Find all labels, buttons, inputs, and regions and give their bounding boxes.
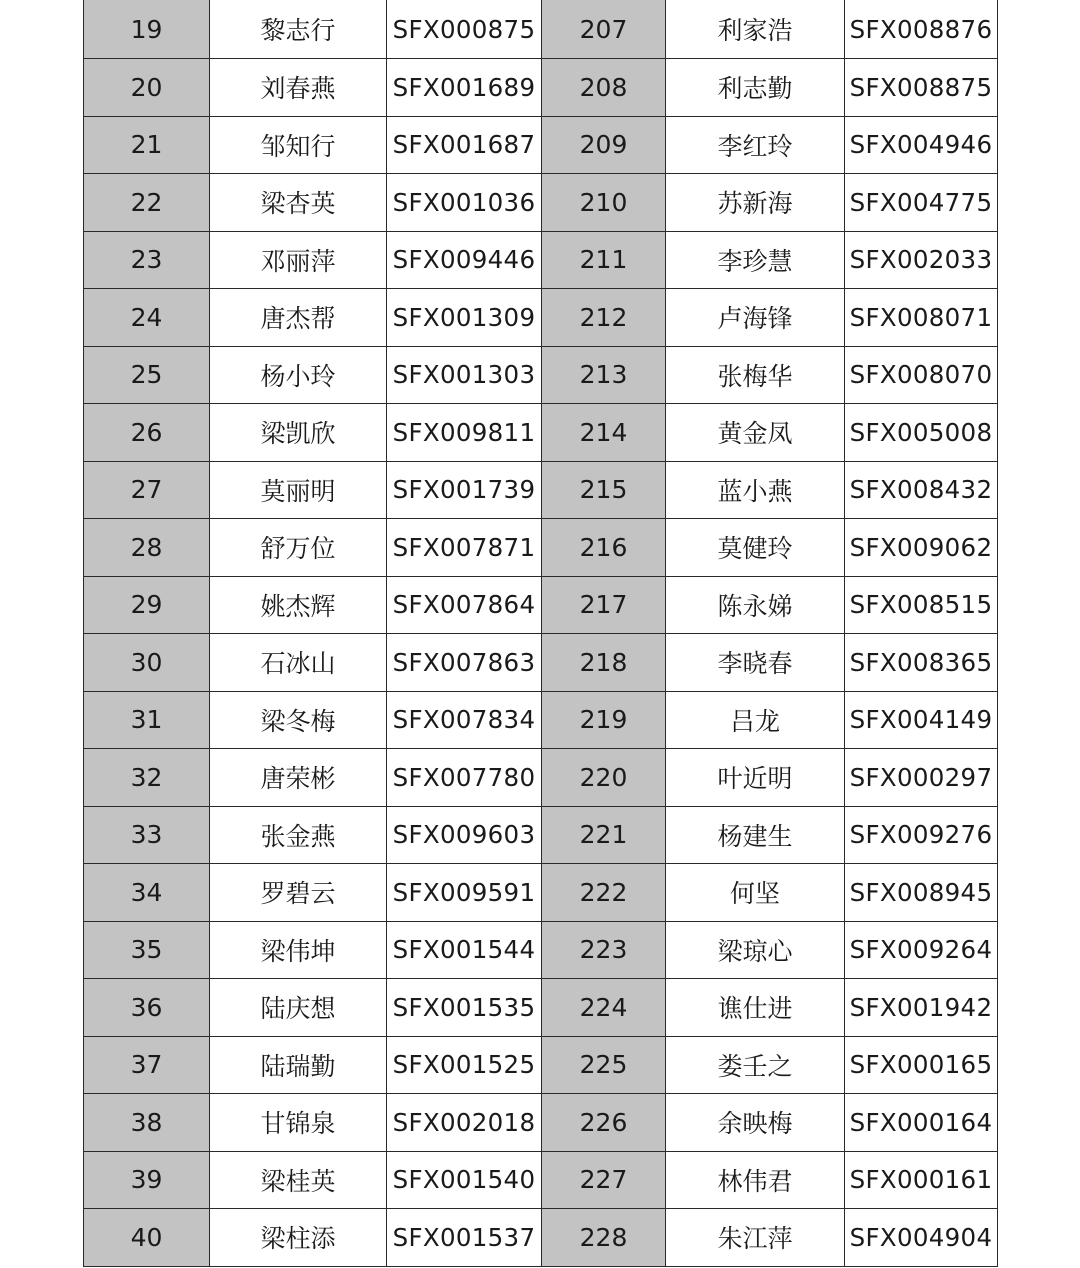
left-name-cell: 杨小玲 [210, 346, 387, 404]
right-name-cell: 蓝小燕 [666, 461, 845, 519]
left-number-cell: 28 [84, 519, 210, 577]
left-number-cell: 35 [84, 921, 210, 979]
right-id-cell: SFX008365 [845, 634, 998, 692]
left-id-cell: SFX001309 [387, 289, 542, 347]
roster-table-container [83, 0, 997, 1267]
left-name-cell: 莫丽明 [210, 461, 387, 519]
table-row [84, 461, 998, 519]
right-id-cell: SFX000297 [845, 749, 998, 807]
right-name-cell: 苏新海 [666, 174, 845, 232]
left-number-cell: 29 [84, 576, 210, 634]
right-name-cell: 利志勤 [666, 59, 845, 117]
left-name-cell: 邓丽萍 [210, 231, 387, 289]
right-name-cell: 余映梅 [666, 1094, 845, 1152]
table-row [84, 864, 998, 922]
right-name-cell: 梁琼心 [666, 921, 845, 979]
right-name-cell: 吕龙 [666, 691, 845, 749]
left-name-cell: 甘锦泉 [210, 1094, 387, 1152]
right-number-cell: 226 [542, 1094, 666, 1152]
left-number-cell: 36 [84, 979, 210, 1037]
left-name-cell: 梁伟坤 [210, 921, 387, 979]
table-row [84, 174, 998, 232]
left-number-cell: 38 [84, 1094, 210, 1152]
right-id-cell: SFX008515 [845, 576, 998, 634]
left-number-cell: 31 [84, 691, 210, 749]
table-row [84, 404, 998, 462]
right-id-cell: SFX008875 [845, 59, 998, 117]
right-name-cell: 朱江萍 [666, 1209, 845, 1267]
left-name-cell: 舒万位 [210, 519, 387, 577]
right-id-cell: SFX005008 [845, 404, 998, 462]
right-name-cell: 黄金凤 [666, 404, 845, 462]
right-id-cell: SFX004946 [845, 116, 998, 174]
left-number-cell: 19 [84, 0, 210, 59]
left-id-cell: SFX007834 [387, 691, 542, 749]
left-number-cell: 27 [84, 461, 210, 519]
table-row [84, 806, 998, 864]
right-number-cell: 217 [542, 576, 666, 634]
table-row [84, 979, 998, 1037]
right-id-cell: SFX000165 [845, 1036, 998, 1094]
left-id-cell: SFX001739 [387, 461, 542, 519]
left-number-cell: 39 [84, 1151, 210, 1209]
right-number-cell: 224 [542, 979, 666, 1037]
right-number-cell: 211 [542, 231, 666, 289]
right-name-cell: 利家浩 [666, 0, 845, 59]
right-number-cell: 210 [542, 174, 666, 232]
table-row [84, 576, 998, 634]
right-id-cell: SFX009264 [845, 921, 998, 979]
left-id-cell: SFX001303 [387, 346, 542, 404]
roster-table [83, 0, 998, 1267]
left-name-cell: 唐杰帮 [210, 289, 387, 347]
table-row [84, 116, 998, 174]
left-number-cell: 22 [84, 174, 210, 232]
left-id-cell: SFX001544 [387, 921, 542, 979]
right-id-cell: SFX001942 [845, 979, 998, 1037]
left-number-cell: 34 [84, 864, 210, 922]
right-number-cell: 228 [542, 1209, 666, 1267]
left-id-cell: SFX007780 [387, 749, 542, 807]
left-number-cell: 30 [84, 634, 210, 692]
right-id-cell: SFX004775 [845, 174, 998, 232]
right-id-cell: SFX008070 [845, 346, 998, 404]
right-number-cell: 207 [542, 0, 666, 59]
left-name-cell: 梁凯欣 [210, 404, 387, 462]
left-name-cell: 梁柱添 [210, 1209, 387, 1267]
left-name-cell: 张金燕 [210, 806, 387, 864]
left-id-cell: SFX001535 [387, 979, 542, 1037]
left-id-cell: SFX001689 [387, 59, 542, 117]
right-id-cell: SFX002033 [845, 231, 998, 289]
left-name-cell: 陆庆想 [210, 979, 387, 1037]
left-id-cell: SFX009811 [387, 404, 542, 462]
left-name-cell: 刘春燕 [210, 59, 387, 117]
right-name-cell: 娄壬之 [666, 1036, 845, 1094]
left-name-cell: 罗碧云 [210, 864, 387, 922]
left-name-cell: 陆瑞勤 [210, 1036, 387, 1094]
left-name-cell: 黎志行 [210, 0, 387, 59]
left-number-cell: 24 [84, 289, 210, 347]
left-id-cell: SFX002018 [387, 1094, 542, 1152]
left-id-cell: SFX007871 [387, 519, 542, 577]
left-name-cell: 唐荣彬 [210, 749, 387, 807]
left-id-cell: SFX001525 [387, 1036, 542, 1094]
left-number-cell: 33 [84, 806, 210, 864]
right-id-cell: SFX009062 [845, 519, 998, 577]
left-name-cell: 梁桂英 [210, 1151, 387, 1209]
left-number-cell: 40 [84, 1209, 210, 1267]
right-name-cell: 李晓春 [666, 634, 845, 692]
left-name-cell: 石冰山 [210, 634, 387, 692]
right-id-cell: SFX008432 [845, 461, 998, 519]
table-row [84, 519, 998, 577]
right-number-cell: 227 [542, 1151, 666, 1209]
left-id-cell: SFX007864 [387, 576, 542, 634]
right-name-cell: 何坚 [666, 864, 845, 922]
table-row [84, 691, 998, 749]
left-number-cell: 21 [84, 116, 210, 174]
left-number-cell: 20 [84, 59, 210, 117]
left-id-cell: SFX001540 [387, 1151, 542, 1209]
table-row [84, 346, 998, 404]
right-number-cell: 208 [542, 59, 666, 117]
table-row [84, 59, 998, 117]
left-number-cell: 32 [84, 749, 210, 807]
right-name-cell: 林伟君 [666, 1151, 845, 1209]
right-number-cell: 219 [542, 691, 666, 749]
right-number-cell: 215 [542, 461, 666, 519]
right-number-cell: 216 [542, 519, 666, 577]
table-row [84, 0, 998, 59]
right-id-cell: SFX009276 [845, 806, 998, 864]
table-row [84, 1036, 998, 1094]
right-number-cell: 212 [542, 289, 666, 347]
left-number-cell: 25 [84, 346, 210, 404]
left-id-cell: SFX001036 [387, 174, 542, 232]
left-name-cell: 姚杰辉 [210, 576, 387, 634]
right-name-cell: 张梅华 [666, 346, 845, 404]
table-row [84, 1094, 998, 1152]
right-id-cell: SFX004904 [845, 1209, 998, 1267]
right-number-cell: 213 [542, 346, 666, 404]
right-number-cell: 221 [542, 806, 666, 864]
table-row [84, 634, 998, 692]
left-id-cell: SFX000875 [387, 0, 542, 59]
table-row [84, 921, 998, 979]
right-id-cell: SFX000161 [845, 1151, 998, 1209]
right-name-cell: 杨建生 [666, 806, 845, 864]
table-row [84, 231, 998, 289]
right-name-cell: 谯仕进 [666, 979, 845, 1037]
right-number-cell: 218 [542, 634, 666, 692]
left-name-cell: 梁冬梅 [210, 691, 387, 749]
right-name-cell: 莫健玲 [666, 519, 845, 577]
right-number-cell: 214 [542, 404, 666, 462]
left-number-cell: 26 [84, 404, 210, 462]
right-id-cell: SFX008876 [845, 0, 998, 59]
right-name-cell: 陈永娣 [666, 576, 845, 634]
left-id-cell: SFX001687 [387, 116, 542, 174]
right-name-cell: 李红玲 [666, 116, 845, 174]
right-id-cell: SFX000164 [845, 1094, 998, 1152]
right-name-cell: 卢海锋 [666, 289, 845, 347]
right-number-cell: 223 [542, 921, 666, 979]
right-id-cell: SFX008945 [845, 864, 998, 922]
left-name-cell: 梁杏英 [210, 174, 387, 232]
right-id-cell: SFX004149 [845, 691, 998, 749]
right-number-cell: 209 [542, 116, 666, 174]
right-number-cell: 225 [542, 1036, 666, 1094]
left-id-cell: SFX007863 [387, 634, 542, 692]
right-name-cell: 叶近明 [666, 749, 845, 807]
left-id-cell: SFX009446 [387, 231, 542, 289]
left-id-cell: SFX009591 [387, 864, 542, 922]
left-number-cell: 23 [84, 231, 210, 289]
roster-table-body [84, 0, 998, 1266]
table-row [84, 1151, 998, 1209]
left-id-cell: SFX009603 [387, 806, 542, 864]
left-id-cell: SFX001537 [387, 1209, 542, 1267]
table-row [84, 749, 998, 807]
right-name-cell: 李珍慧 [666, 231, 845, 289]
left-name-cell: 邹知行 [210, 116, 387, 174]
left-number-cell: 37 [84, 1036, 210, 1094]
table-row [84, 289, 998, 347]
right-number-cell: 220 [542, 749, 666, 807]
right-number-cell: 222 [542, 864, 666, 922]
table-row [84, 1209, 998, 1267]
right-id-cell: SFX008071 [845, 289, 998, 347]
